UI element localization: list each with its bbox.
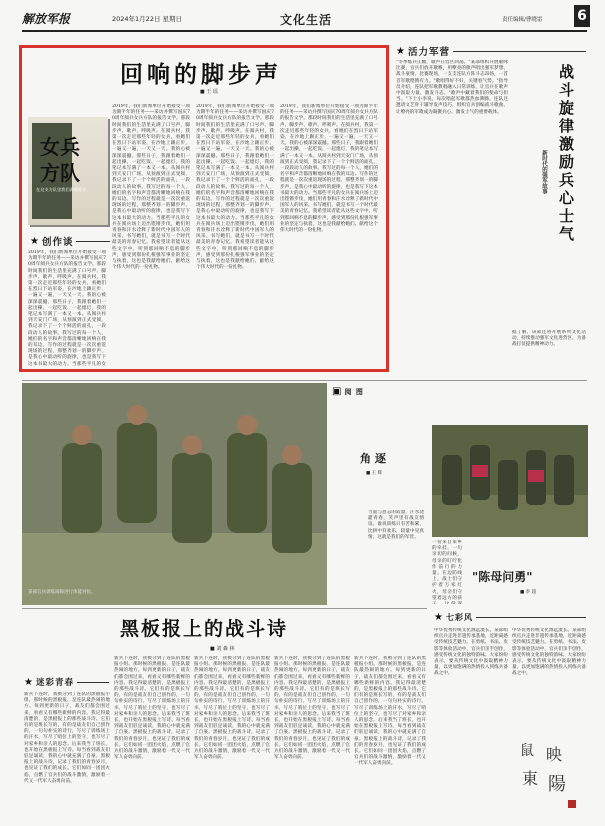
star-icon: ★ [24, 676, 33, 688]
right-headline: 战斗旋律激励兵心士气 [557, 64, 575, 244]
bottom-body-col3: 新兵下连时，我被分到了连队的黑板报小组。那时候的黑板报，是连队最热闹的地方。每到更新的日子，战友们都会围过来，看看又有哪些新鲜的内容。我记得最清楚的，是黑板报上的那些战斗诗。它们有的是班长写的，有的是战友们自己创作的，一句句朴实的诗行，写尽了训练场上的汗水，写尽了哨位上的坚守，也写尽了对家乡和亲人的思念。后来我当了班长，也开始在黑板报上写诗。每当看到战友们驻足诵读，我的心中就充满了自豪。黑板报上的战斗诗，记录了我们的青春岁月，也见证了我们的成长。它们如同一团团火焰，点燃了官兵们的战斗激情，激励着一代又一代军人奋勇向前。 [194, 656, 270, 761]
poem2-title: "陈母问勇" [472, 570, 533, 584]
right-bottom-body-col2: 中华优秀传统文化源远流长。某部组织官兵走进非遗传承基地，近距离感受传统技艺魅力。在剪纸、书法、皮影等体验活动中，官兵们亲手创作，感受传统文化的独特韵味。大家纷纷表示，要从传统文化中汲取精神力量，以更加饱满的热情投入到练兵备战之中。 [512, 628, 586, 677]
bottom-body-col4: 新兵下连时，我被分到了连队的黑板报小组。那时候的黑板报，是连队最热闹的地方。每到更新的日子，战友们都会围过来，看看又有哪些新鲜的内容。我记得最清楚的，是黑板报上的那些战斗诗。它们有的是班长写的，有的是战友们自己创作的，一句句朴实的诗行，写尽了训练场上的汗水，写尽了哨位上的坚守，也写尽了对家乡和亲人的思念。后来我当了班长，也开始在黑板报上写诗。每当看到战友们驻足诵读，我的心中就充满了自豪。黑板报上的战斗诗，记录了我们的青春岁月，也见证了我们的成长。它们如同一团团火焰，点燃了官兵们的战斗激情，激励着一代又一代军人奋勇向前。 [274, 656, 350, 761]
section-label: 活力军营 [407, 47, 450, 58]
section-label: 迷彩青春 [35, 678, 74, 688]
section-header-barracks [396, 44, 586, 58]
top-article-author: ■ 王 瑶 [200, 89, 218, 95]
page-number: 6 [574, 5, 590, 27]
poem2-body: 一份来自家乡的牵挂，一句亲切的问候，母亲的叮咛化作前行的力量。在边防线上，战士们守护着万家灯火，母亲们守望着远方的孩 [432, 540, 462, 601]
seal-stamp [568, 800, 576, 808]
poem2-author: ■ 李 超 [520, 590, 537, 595]
star-icon: ★ [396, 45, 405, 57]
right-bottom-body-col1: 中华优秀传统文化源远流长。某部组织官兵走进非遗传承基地，近距离感受传统技艺魅力。在剪纸、书法、皮影等体验活动中，官兵们亲手创作，感受传统文化的独特韵味。大家纷纷表示，要从传统文化中汲取精神力量，以更加饱满的热情投入到练兵备战之中。 [434, 628, 508, 677]
soldiers-photo-illustration [22, 383, 327, 605]
top-article-body-col1: 2019年，我们新闻单位开始接受一项为期半年的任务——采访并撰写国庆70周年阅兵女兵方队的报告文学。那段时间我们的生活里充满了口号声、脚步声、歌声、呼吸声。在阅兵村，我第一次走近那些年轻的女兵，看她们在烈日下站军姿，在沙地上踢正步，一遍又一遍，一天又一天。我的心被深深震撼。那些日子，我跟着她们一起出操、一起吃饭、一起熄灯，我的笔记本写满了一本又一本。从阅兵村到天安门广场，从预演到正式受阅，我记录下了一个个鲜活的面孔，一段段动人的故事。我写过的每一个人，她们的名字和声音都清晰地回响在我的耳边。写作的过程就是一次次重返现场的过程，那整齐划一的脚步声，是我心中最动听的旋律，也是我写下这本书最大的动力。当那些平凡的女 [28, 250, 106, 366]
top-article-body-col4: 2019年，我们新闻单位开始接受一项为期半年的任务——采访并撰写国庆70周年阅兵女兵方队的报告文学。那段时间我们的生活里充满了口号声、脚步声、歌声、呼吸声。在阅兵村，我第一次走近那些年轻的女兵，看她们在烈日下站军姿，在沙地上踢正步，一遍又一遍，一天又一天。我的心被深深震撼。那些日子，我跟着她们一起出操、一起吃饭、一起熄灯，我的笔记本写满了一本又一本。从阅兵村到天安门广场，从预演到正式受阅，我记录下了一个个鲜活的面孔，一段段动人的故事。我写过的每一个人，她们的名字和声音都清晰地回响在我的耳边。写作的过程就是一次次重返现场的过程，那整齐划一的脚步声，是我心中最动听的旋律，也是我写下这本书最大的动力。当那些平凡的女兵在阅兵场上迈出铿锵步伐，她们用青春和汗水诠释了新时代中国军人的风采。书写她们，就是书写一个时代最美的青春记忆。我希望读者能从这些文字中，听到那回响不息的脚步声，感受到那份扎根强军事业的坚定与执着，这也是我献给她们、献给这个伟大时代的一份礼物。 [280, 104, 378, 234]
section-header-colors [434, 612, 586, 623]
top-article-title: 回响的脚步声 [120, 61, 282, 88]
section-header-youth [24, 676, 109, 688]
seal-calligraphy [520, 740, 582, 820]
masthead-logo: 解放军报 [22, 12, 71, 26]
bottom-author: ■ 刘 森 林 [210, 646, 235, 652]
right-body-bottom: 据了解，该部还将开展系列文化活动，持续推动强军文化进营区，为备战打仗提供精神动力。 [512, 330, 586, 348]
bottom-headline: 黑板报上的战斗诗 [120, 618, 289, 640]
star-icon: ★ [30, 235, 39, 247]
seal-char: 東 [522, 769, 539, 788]
poem1-body: 力量与意志的较量，汗水浇灌青春，笑声里有战友情谊。谁说训练只有苦和累，比拼中有欢乐，较量中见真情，这就是我们的军营。 [368, 510, 424, 540]
section-header-viewing [332, 386, 422, 397]
section-title: 文化生活 [280, 13, 333, 27]
seal-char: 映 [546, 745, 563, 764]
training-photo-illustration [432, 425, 588, 537]
training-photo [432, 425, 588, 537]
divider [476, 617, 586, 618]
photo-caption: 某部官兵训练间隙进行体能对抗。 [28, 590, 96, 595]
divider [77, 682, 109, 683]
masthead [22, 8, 587, 32]
divider [22, 608, 427, 609]
frame-icon: ▣ [332, 386, 342, 397]
section-label: 创作谈 [41, 237, 74, 248]
top-article-body-col2: 2019年，我们新闻单位开始接受一项为期半年的任务——采访并撰写国庆70周年阅兵女兵方队的报告文学。那段时间我们的生活里充满了口号声、脚步声、歌声、呼吸声。在阅兵村，我第一次走近那些年轻的女兵，看她们在烈日下站军姿，在沙地上踢正步，一遍又一遍，一天又一天。我的心被深深震撼。那些日子，我跟着她们一起出操、一起吃饭、一起熄灯，我的笔记本写满了一本又一本。从阅兵村到天安门广场，从预演到正式受阅，我记录下了一个个鲜活的面孔，一段段动人的故事。我写过的每一个人，她们的名字和声音都清晰地回响在我的耳边。写作的过程就是一次次重返现场的过程，那整齐划一的脚步声，是我心中最动听的旋律，也是我写下这本书最大的动力。当那些平凡的女兵在阅兵场上迈出铿锵步伐，她们用青春和汗水诠释了新时代中国军人的风采。书写她们，就是书写一个时代最美的青春记忆。我希望读者能从这些文字中，听到那回响不息的脚步声，感受到那份扎根强军事业的坚定与执着，这也是我献给她们、献给这个伟大时代的一份礼物。 [112, 104, 190, 271]
bottom-body-col5: 新兵下连时，我被分到了连队的黑板报小组。那时候的黑板报，是连队最热闹的地方。每到更新的日子，战友们都会围过来，看看又有哪些新鲜的内容。我记得最清楚的，是黑板报上的那些战斗诗。它们有的是班长写的，有的是战友们自己创作的，一句句朴实的诗行，写尽了训练场上的汗水，写尽了哨位上的坚守，也写尽了对家乡和亲人的思念。后来我当了班长，也开始在黑板报上写诗。每当看到战友们驻足诵读，我的心中就充满了自豪。黑板报上的战斗诗，记录了我们的青春岁月，也见证了我们的成长。它们如同一团团火焰，点燃了官兵们的战斗激情，激励着一代又一代军人奋勇向前。 [354, 656, 426, 767]
book-cover-title-1: 女兵 [40, 135, 80, 159]
poem1-title: 角 逐 [360, 452, 386, 465]
section-label: 七彩风 [445, 613, 473, 622]
divider [76, 241, 110, 242]
bottom-body-col1: 新兵下连时，我被分到了连队的黑板报小组。那时候的黑板报，是连队最热闹的地方。每到更新的日子，战友们都会围过来，看看又有哪些新鲜的内容。我记得最清楚的，是黑板报上的那些战斗诗。它们有的是班长写的，有的是战友们自己创作的，一句句朴实的诗行，写尽了训练场上的汗水，写尽了哨位上的坚守，也写尽了对家乡和亲人的思念。后来我当了班长，也开始在黑板报上写诗。每当看到战友们驻足诵读，我的心中就充满了自豪。黑板报上的战斗诗，记录了我们的青春岁月，也见证了我们的成长。它们如同一团团火焰，点燃了官兵们的战斗激情，激励着一代又一代军人奋勇向前。 [24, 692, 110, 784]
editor-info: 责任编辑/曹晓雷 [502, 17, 543, 23]
book-cover-subtitle: 在这支方队里我们满载荣光 [36, 187, 87, 192]
section-header-creation [30, 234, 110, 248]
right-subhead: 新时代的强军故事 [541, 150, 547, 194]
masthead-date: 2024年1月22日 星期日 [112, 15, 183, 23]
section-label: 阅 图 [344, 387, 364, 396]
top-article-body-col3: 2019年，我们新闻单位开始接受一项为期半年的任务——采访并撰写国庆70周年阅兵女兵方队的报告文学。那段时间我们的生活里充满了口号声、脚步声、歌声、呼吸声。在阅兵村，我第一次走近那些年轻的女兵，看她们在烈日下站军姿，在沙地上踢正步，一遍又一遍，一天又一天。我的心被深深震撼。那些日子，我跟着她们一起出操、一起吃饭、一起熄灯，我的笔记本写满了一本又一本。从阅兵村到天安门广场，从预演到正式受阅，我记录下了一个个鲜活的面孔，一段段动人的故事。我写过的每一个人，她们的名字和声音都清晰地回响在我的耳边。写作的过程就是一次次重返现场的过程，那整齐划一的脚步声，是我心中最动听的旋律，也是我写下这本书最大的动力。当那些平凡的女兵在阅兵场上迈出铿锵步伐，她们用青春和汗水诠释了新时代中国军人的风采。书写她们，就是书写一个时代最美的青春记忆。我希望读者能从这些文字中，听到那回响不息的脚步声，感受到那份扎根强军事业的坚定与执着，这也是我献给她们、献给这个伟大时代的一份礼物。 [196, 104, 274, 271]
right-body-top: "冬季练兵正酣，歌声在营区回荡。"某部组织开展歌咏比赛，官兵们放开歌喉，用嘹亮的歌声唱出强军梦想、战斗豪情。比赛现场，一支支连队方阵斗志昂扬，一首首军歌铿锵有力。"歌唱得好不好，关键看气势。"指导员介绍，连队把军歌教唱融入日常训练，让官兵在歌声中汲取力量、激发斗志。"歌声中藏着我们的使命与担当。"下士小李说，每次唱起军歌都热血沸腾。连队还邀请文艺骨干辅导发声技巧，组织官兵创编战斗歌曲，让嘹亮的军歌成为凝聚兵心、激发士气的重要载体。 [396, 60, 508, 115]
divider [453, 51, 586, 52]
divider [22, 380, 587, 381]
seal-char: 鼠 [520, 743, 534, 759]
bottom-body-col2: 新兵下连时，我被分到了连队的黑板报小组。那时候的黑板报，是连队最热闹的地方。每到更新的日子，战友们都会围过来，看看又有哪些新鲜的内容。我记得最清楚的，是黑板报上的那些战斗诗。它们有的是班长写的，有的是战友们自己创作的，一句句朴实的诗行，写尽了训练场上的汗水，写尽了哨位上的坚守，也写尽了对家乡和亲人的思念。后来我当了班长，也开始在黑板报上写诗。每当看到战友们驻足诵读，我的心中就充满了自豪。黑板报上的战斗诗，记录了我们的青春岁月，也见证了我们的成长。它们如同一团团火焰，点燃了官兵们的战斗激情，激励着一代又一代军人奋勇向前。 [114, 656, 190, 761]
poem1-author: ■ 王 辉 [366, 471, 383, 476]
soldiers-photo [22, 383, 327, 605]
seal-char: 陽 [548, 774, 566, 795]
star-icon: ★ [434, 612, 443, 623]
book-cover-title-2: 方队 [40, 161, 80, 185]
book-cover [28, 117, 108, 225]
